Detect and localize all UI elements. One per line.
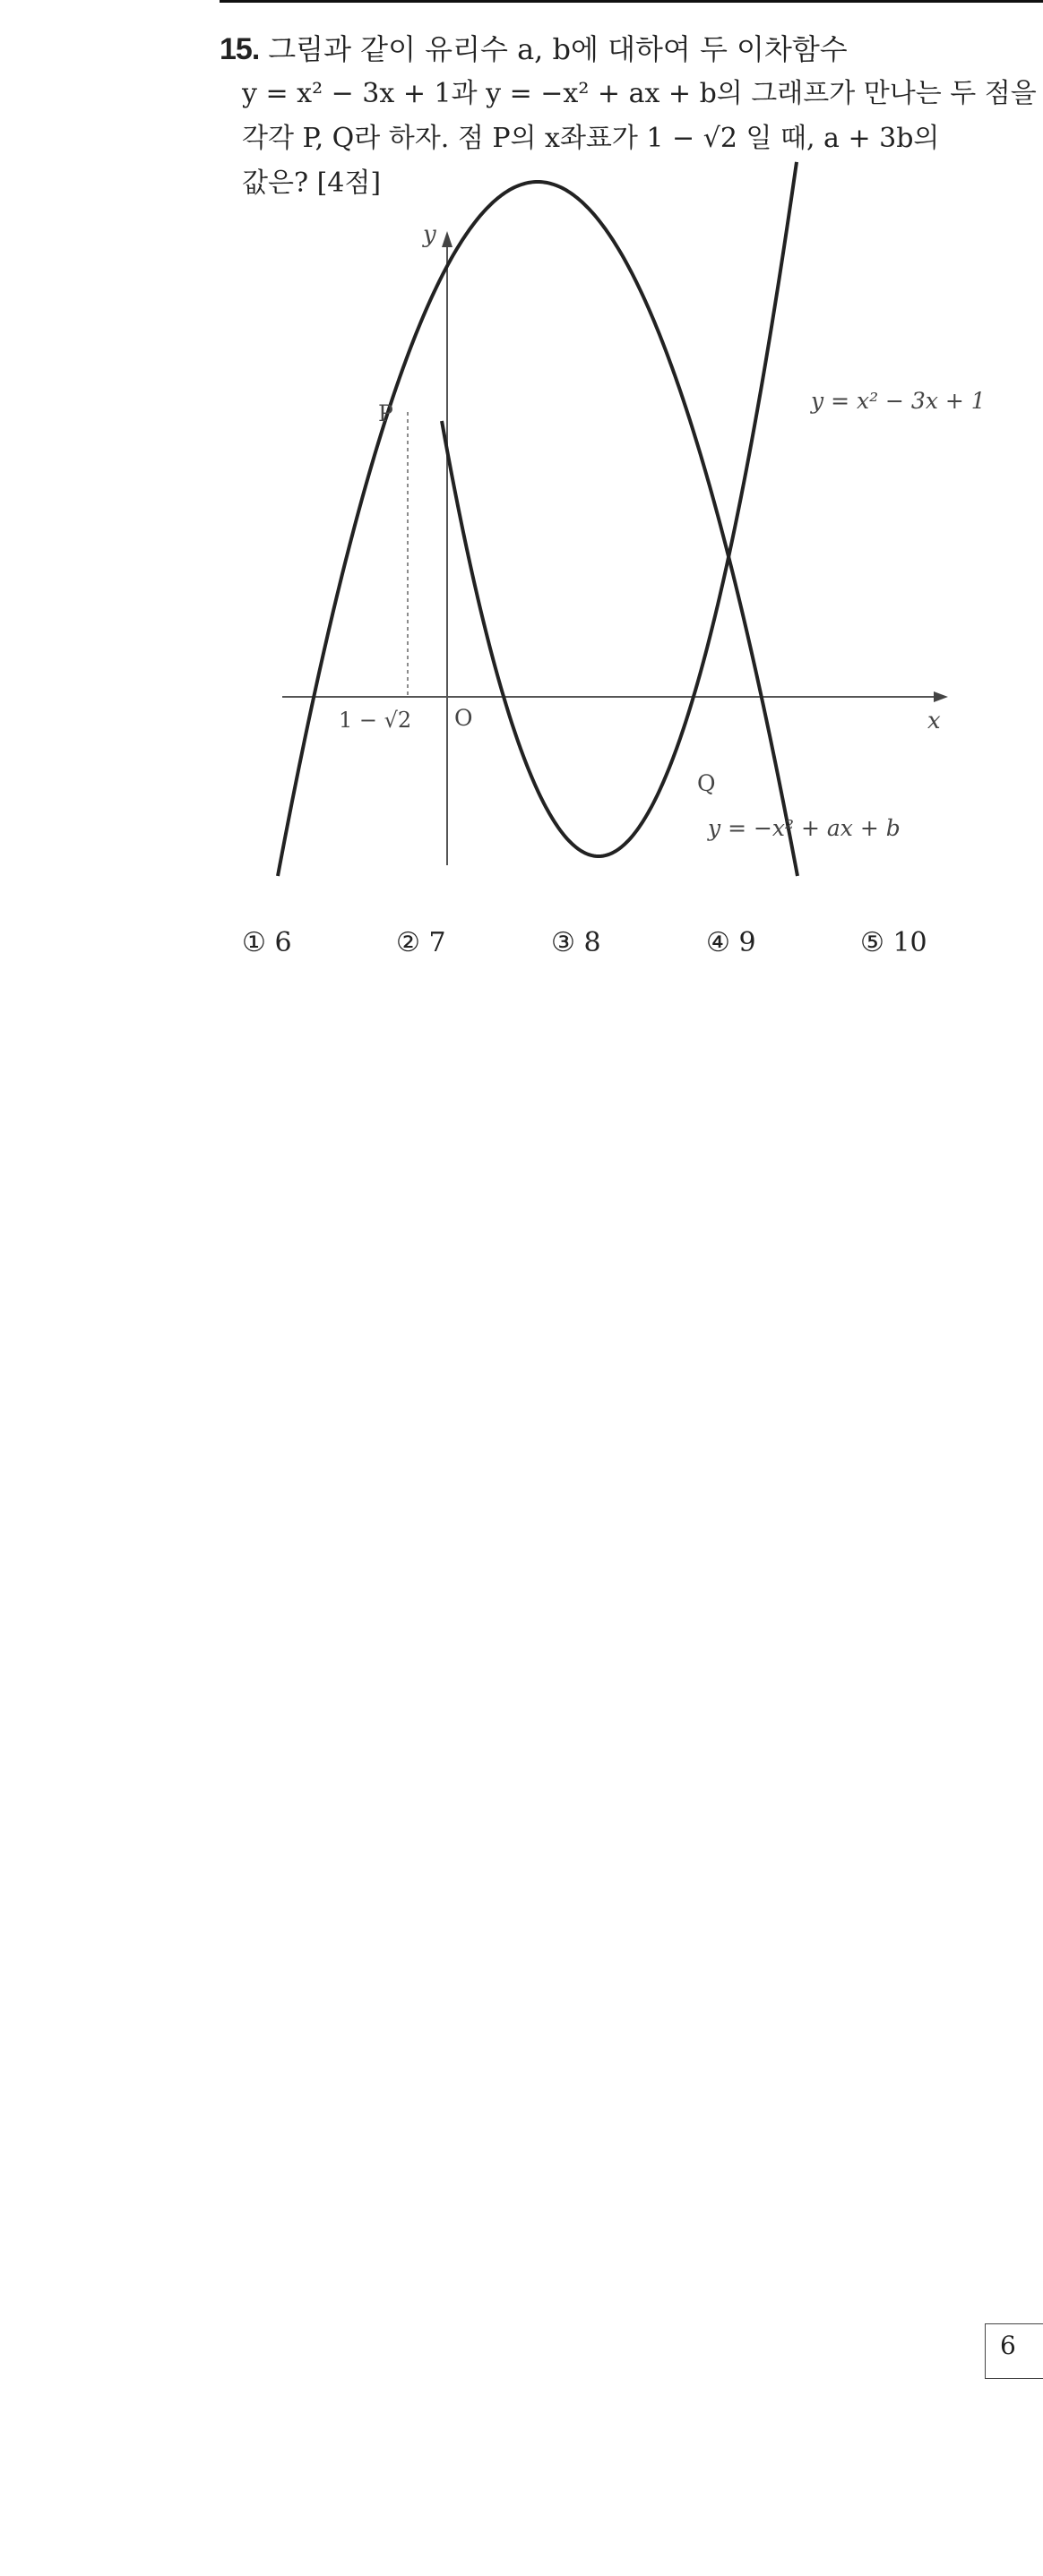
question-line-1: 그림과 같이 유리수 a, b에 대하여 두 이차함수: [268, 32, 848, 66]
p-x-tick-label: 1 − √2: [339, 708, 412, 733]
graph-figure: [269, 221, 986, 885]
question-number: 15.: [220, 32, 260, 66]
curve-downward-parabola: [278, 182, 797, 876]
choice-5[interactable]: ⑤ 10: [860, 927, 927, 958]
question-block: [220, 27, 1037, 206]
origin-label: O: [454, 705, 473, 731]
curve1-label: y = x² − 3x + 1: [811, 388, 986, 414]
y-axis-label: y: [423, 221, 436, 248]
page-number: 6: [1000, 2331, 1016, 2360]
y-axis-arrow: [442, 231, 453, 247]
choice-2[interactable]: ② 7: [396, 927, 446, 958]
question-line-4: 값은? [4점]: [242, 167, 382, 199]
choice-4[interactable]: ④ 9: [706, 927, 756, 958]
x-axis-label: x: [927, 708, 941, 734]
choice-1[interactable]: ① 6: [242, 927, 292, 958]
point-p-label: P: [378, 400, 393, 426]
curve-upward-parabola: [442, 162, 797, 856]
x-axis-arrow: [934, 691, 948, 702]
top-rule: [220, 0, 1043, 3]
point-q-label: Q: [697, 770, 716, 796]
question-line-3: 각각 P, Q라 하자. 점 P의 x좌표가 1 − √2 일 때, a + 3b의: [242, 123, 940, 154]
choice-3[interactable]: ③ 8: [551, 927, 601, 958]
curve2-label: y = −x² + ax + b: [708, 815, 901, 841]
question-header: [220, 27, 1026, 72]
question-line-2: y = x² − 3x + 1과 y = −x² + ax + b의 그래프가 만나는 두 점을: [242, 78, 1037, 109]
